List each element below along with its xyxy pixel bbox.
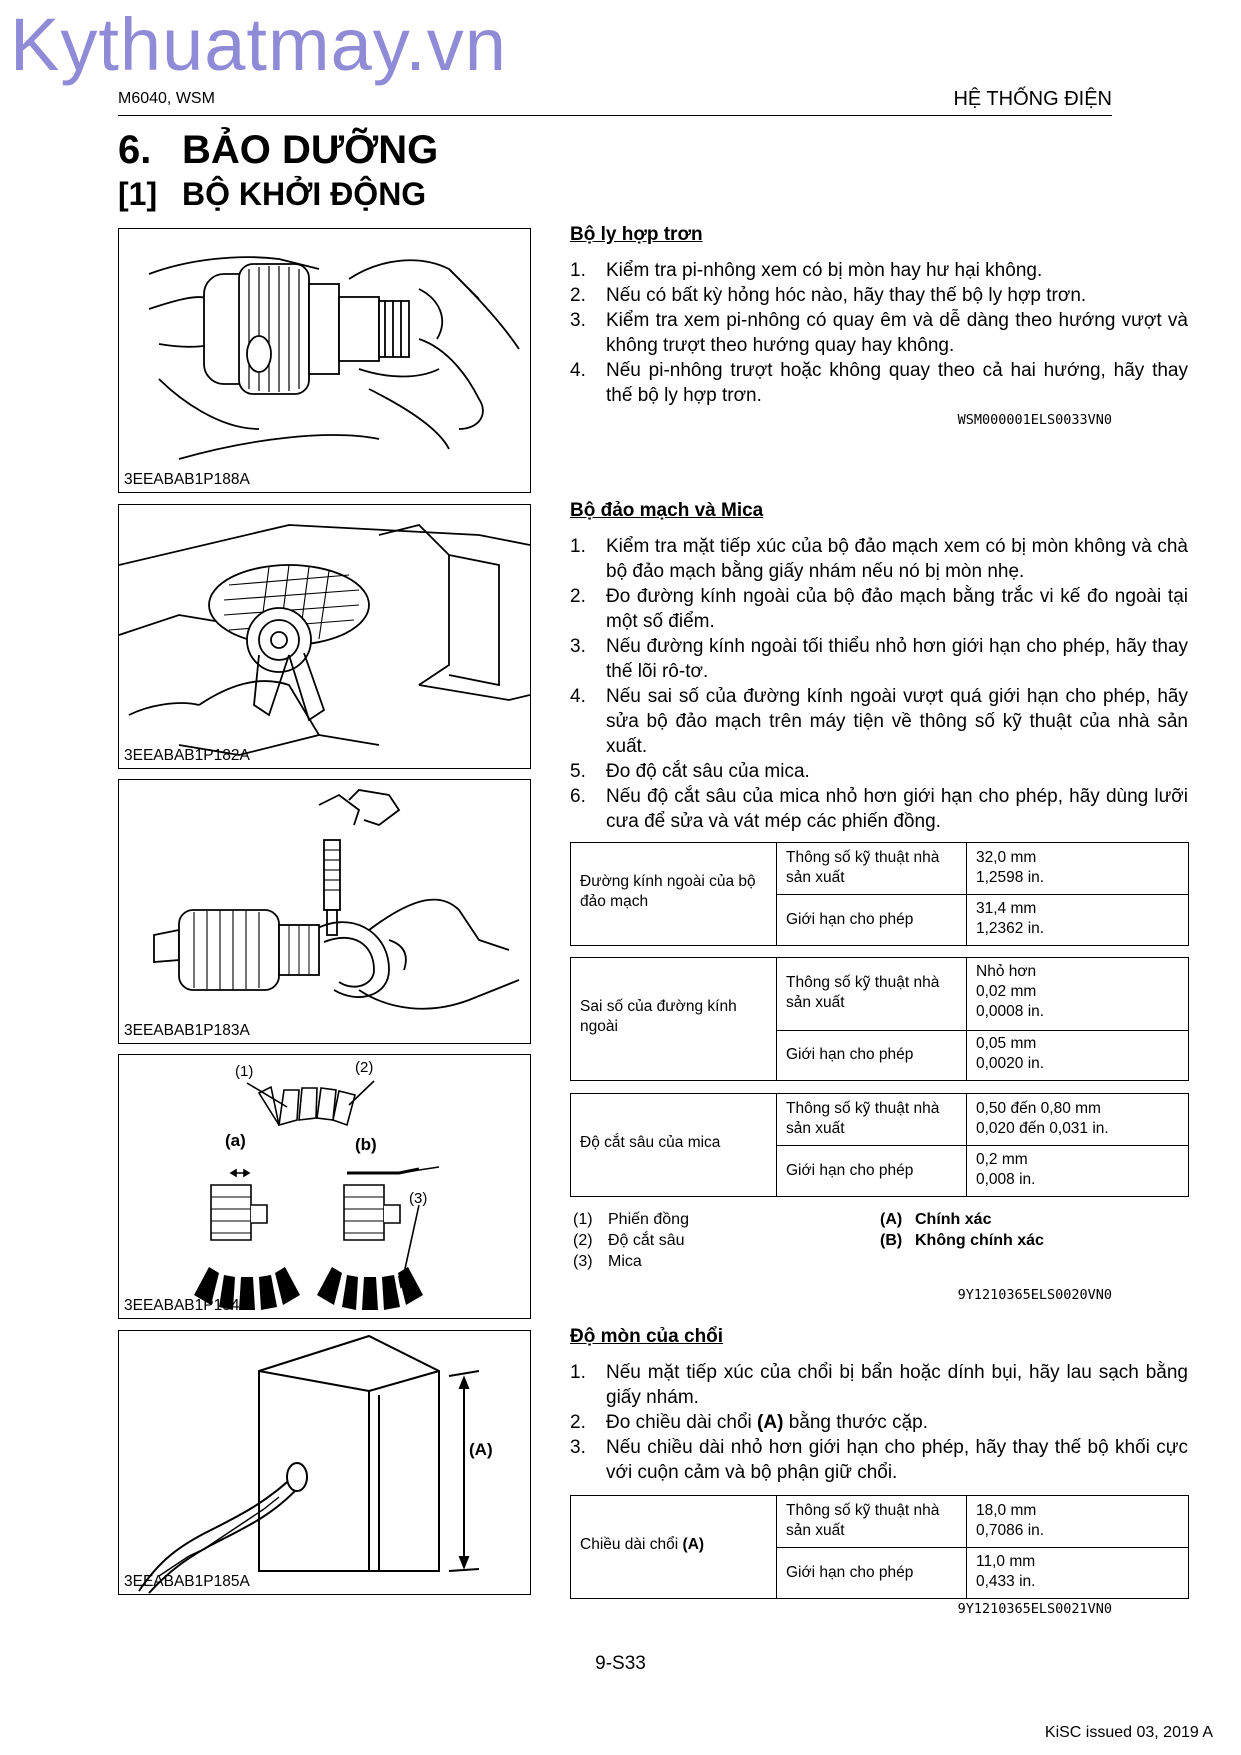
list-item: 3. Nếu chiều dài nhỏ hơn giới hạn cho phép, hãy thay thế bộ khối cực với cuộn cảm và bộ phận giữ chổi.: [570, 1437, 1188, 1483]
clutch-steps: [570, 258, 1188, 408]
section-heading: [118, 128, 438, 173]
list-item: 3. Nếu đường kính ngoài tối thiểu nhỏ hơn giới hạn cho phép, hãy thay thế lõi rô-tơ.: [570, 636, 1188, 682]
spec-table-od-difference: [570, 957, 1189, 1081]
brush-steps: [570, 1360, 1188, 1485]
figure-caption: 3EEABAB1P183A: [124, 1022, 250, 1039]
legend-item: (A) Chính xác: [880, 1211, 992, 1228]
watermark: Kythuatmay.vn: [10, 3, 507, 86]
spec-label: Sai số của đường kính ngoài: [580, 998, 737, 1035]
list-item: 6. Nếu độ cắt sâu của mica nhỏ hơn giới hạn cho phép, hãy dùng lưỡi cưa để sửa và vát mép các phiến đồng.: [570, 786, 1188, 832]
manual-code: M6040, WSM: [118, 90, 215, 107]
factory-spec-value: Nhỏ hơn 0,02 mm 0,0008 in.: [976, 963, 1045, 1020]
spec-table-brush-length: [570, 1495, 1189, 1599]
label-incorrect: (b): [355, 1135, 377, 1154]
factory-spec-value: 32,0 mm 1,2598 in.: [976, 849, 1045, 886]
figure-undercut-diagram: [118, 1054, 531, 1319]
label-mica: (3): [409, 1190, 428, 1207]
commutator-illustration: [119, 505, 530, 768]
brush-illustration: [119, 1331, 530, 1594]
figure-brush-length: [118, 1330, 531, 1595]
micrometer-illustration: [119, 780, 530, 1043]
allowable-limit-label: Giới hạn cho phép: [786, 1564, 914, 1581]
issue-note: KiSC issued 03, 2019 A: [1044, 1724, 1213, 1741]
allowable-limit-value: 31,4 mm 1,2362 in.: [976, 900, 1045, 937]
header-rule: [118, 115, 1112, 116]
spec-label: Chiều dài chổi (A): [580, 1536, 705, 1553]
allowable-limit-label: Giới hạn cho phép: [786, 1162, 914, 1179]
factory-spec-value: 18,0 mm 0,7086 in.: [976, 1502, 1045, 1539]
list-item: 4. Nếu sai số của đường kính ngoài vượt quá giới hạn cho phép, hãy sửa bộ đảo mạch trên máy tiện về thông số kỹ thuật của nhà sản xuất.: [570, 686, 1188, 757]
list-item: 2. Đo đường kính ngoài của bộ đảo mạch bằng trắc vi kế đo ngoài tại một số điểm.: [570, 586, 1188, 632]
clutch-illustration: [119, 229, 530, 492]
factory-spec-label: Thông số kỹ thuật nhà sản xuất: [786, 974, 940, 1011]
legend-left: [573, 1209, 689, 1272]
commutator-steps: [570, 534, 1188, 834]
subsection-title: BỘ KHỞI ĐỘNG: [182, 176, 427, 212]
heading-brush-wear: Độ mòn của chổi: [570, 1326, 724, 1347]
figure-caption: 3EEABAB1P185A: [124, 1573, 250, 1590]
list-item: 4. Nếu pi-nhông trượt hoặc không quay theo cả hai hướng, hãy thay thế bộ ly hợp trơn.: [570, 360, 1188, 406]
reference-code: 9Y1210365ELS0020VN0: [957, 1287, 1112, 1303]
figure-caption: 3EEABAB1P182A: [124, 747, 250, 764]
legend-item: (B) Không chính xác: [880, 1232, 1044, 1249]
subsection-heading: [118, 176, 426, 213]
factory-spec-value: 0,50 đến 0,80 mm 0,020 đến 0,031 in.: [976, 1100, 1109, 1137]
list-item: 1. Nếu mặt tiếp xúc của chổi bị bẩn hoặc dính bụi, hãy lau sạch bằng giấy nhám.: [570, 1362, 1188, 1408]
label-brush-length: (A): [469, 1440, 493, 1459]
factory-spec-label: Thông số kỹ thuật nhà sản xuất: [786, 849, 940, 886]
allowable-limit-label: Giới hạn cho phép: [786, 1046, 914, 1063]
subsection-number: [1]: [118, 176, 158, 212]
allowable-limit-value: 11,0 mm 0,433 in.: [976, 1553, 1036, 1590]
reference-code: 9Y1210365ELS0021VN0: [957, 1601, 1112, 1617]
list-item: 3. Kiểm tra xem pi-nhông có quay êm và dễ dàng theo hướng vượt và không trượt theo hướng quay hay không.: [570, 310, 1188, 356]
spec-table-commutator-od: [570, 842, 1189, 946]
legend-item: (1) Phiến đồng: [573, 1211, 689, 1228]
factory-spec-label: Thông số kỹ thuật nhà sản xuất: [786, 1100, 940, 1137]
undercut-diagram: [119, 1055, 530, 1318]
list-item: 2. Đo chiều dài chổi (A) bằng thước cặp.: [570, 1412, 928, 1433]
label-copper-segment: (1): [235, 1063, 254, 1080]
heading-overrunning-clutch: Bộ ly hợp trơn: [570, 224, 703, 245]
section-number: 6.: [118, 128, 152, 172]
legend-item: (3) Mica: [573, 1253, 642, 1270]
reference-code: WSM000001ELS0033VN0: [957, 412, 1112, 428]
spec-label: Độ cắt sâu của mica: [580, 1134, 721, 1151]
allowable-limit-label: Giới hạn cho phép: [786, 911, 914, 928]
list-item: 2. Nếu có bất kỳ hỏng hóc nào, hãy thay thế bộ ly hợp trơn.: [570, 285, 1087, 306]
allowable-limit-value: 0,05 mm 0,0020 in.: [976, 1035, 1045, 1072]
allowable-limit-value: 0,2 mm 0,008 in.: [976, 1151, 1036, 1188]
legend-right: [880, 1209, 1044, 1251]
factory-spec-label: Thông số kỹ thuật nhà sản xuất: [786, 1502, 940, 1539]
figure-clutch-check: [118, 228, 531, 493]
heading-commutator-mica: Bộ đảo mạch và Mica: [570, 500, 764, 521]
section-title: BẢO DƯỠNG: [182, 128, 439, 172]
label-undercut: (2): [355, 1059, 374, 1076]
list-item: 1. Kiểm tra pi-nhông xem có bị mòn hay hư hại không.: [570, 260, 1043, 281]
figure-micrometer-measure: [118, 779, 531, 1044]
label-correct: (a): [225, 1131, 246, 1150]
legend-item: (2) Độ cắt sâu: [573, 1232, 685, 1249]
figure-commutator-sanding: [118, 504, 531, 769]
spec-table-mica-undercut: [570, 1093, 1189, 1197]
list-item: 1. Kiểm tra mặt tiếp xúc của bộ đảo mạch xem có bị mòn không và chà bộ đảo mạch bằng giấy nhám nếu nó bị mòn nhẹ.: [570, 536, 1188, 582]
spec-label: Đường kính ngoài của bộ đảo mạch: [580, 873, 756, 910]
figure-caption: 3EEABAB1P184A: [124, 1297, 250, 1314]
chapter-title: HỆ THỐNG ĐIỆN: [953, 88, 1112, 110]
page-number: 9-S33: [595, 1653, 646, 1674]
figure-caption: 3EEABAB1P188A: [124, 471, 250, 488]
list-item: 5. Đo độ cắt sâu của mica.: [570, 761, 810, 782]
